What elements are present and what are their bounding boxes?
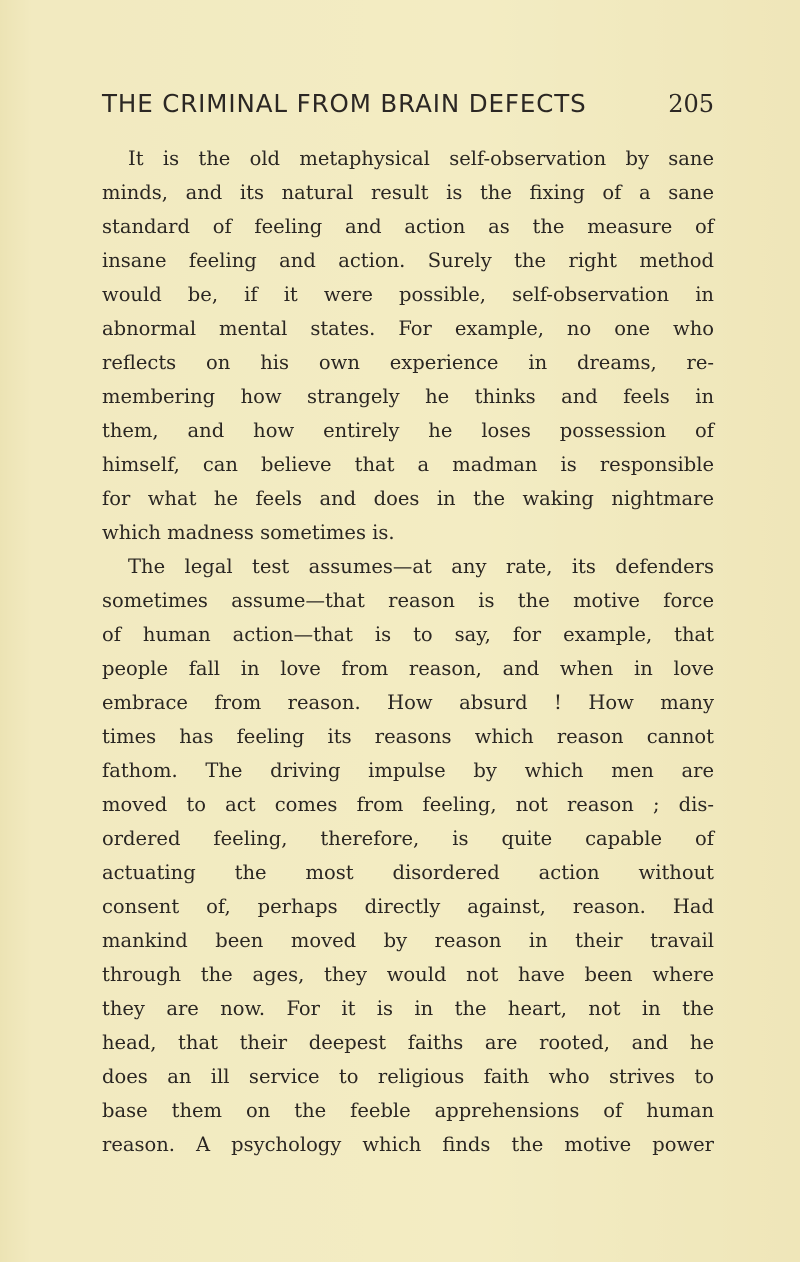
- text-line: embrace from reason. How absurd ! How many: [102, 691, 714, 714]
- text-line: minds, and its natural result is the fixing of a sane: [102, 181, 714, 204]
- text-line: of human action—that is to say, for example, that: [102, 623, 714, 646]
- text-line: membering how strangely he thinks and feels in: [102, 385, 714, 408]
- text-line: It is the old metaphysical self-observation by sane: [128, 147, 714, 170]
- text-line: ordered feeling, therefore, is quite capable of: [102, 827, 714, 850]
- text-line: which madness sometimes is.: [102, 521, 395, 544]
- text-line: times has feeling its reasons which reason cannot: [102, 725, 714, 748]
- page-number: 205: [668, 90, 714, 118]
- text-line: insane feeling and action. Surely the right method: [102, 249, 714, 272]
- text-line: actuating the most disordered action without: [102, 861, 714, 884]
- text-line: sometimes assume—that reason is the motive force: [102, 589, 714, 612]
- text-line: they are now. For it is in the heart, not in the: [102, 997, 714, 1020]
- text-line: himself, can believe that a madman is responsible: [102, 453, 714, 476]
- text-line: The legal test assumes—at any rate, its defenders: [128, 555, 714, 578]
- running-head: [102, 88, 714, 128]
- body-text: [102, 142, 714, 1162]
- text-line: consent of, perhaps directly against, reason. Had: [102, 895, 714, 918]
- text-line: mankind been moved by reason in their travail: [102, 929, 714, 952]
- text-line: fathom. The driving impulse by which men are: [102, 759, 714, 782]
- text-line: head, that their deepest faiths are rooted, and he: [102, 1031, 714, 1054]
- text-line: abnormal mental states. For example, no one who: [102, 317, 714, 340]
- text-line: reason. A psychology which finds the motive power: [102, 1133, 714, 1156]
- text-line: reflects on his own experience in dreams, re-: [102, 351, 714, 374]
- paragraph-2: [102, 550, 714, 1162]
- text-line: for what he feels and does in the waking nightmare: [102, 487, 714, 510]
- text-line: moved to act comes from feeling, not reason ; dis-: [102, 793, 714, 816]
- text-line: them, and how entirely he loses possession of: [102, 419, 714, 442]
- text-line: through the ages, they would not have been where: [102, 963, 714, 986]
- text-line: people fall in love from reason, and when in love: [102, 657, 714, 680]
- paragraph-1: [102, 142, 714, 550]
- text-line: standard of feeling and action as the measure of: [102, 215, 714, 238]
- text-line: does an ill service to religious faith who strives to: [102, 1065, 714, 1088]
- text-line: would be, if it were possible, self-observation in: [102, 283, 714, 306]
- text-line: base them on the feeble apprehensions of human: [102, 1099, 714, 1122]
- running-title: THE CRIMINAL FROM BRAIN DEFECTS: [102, 89, 587, 118]
